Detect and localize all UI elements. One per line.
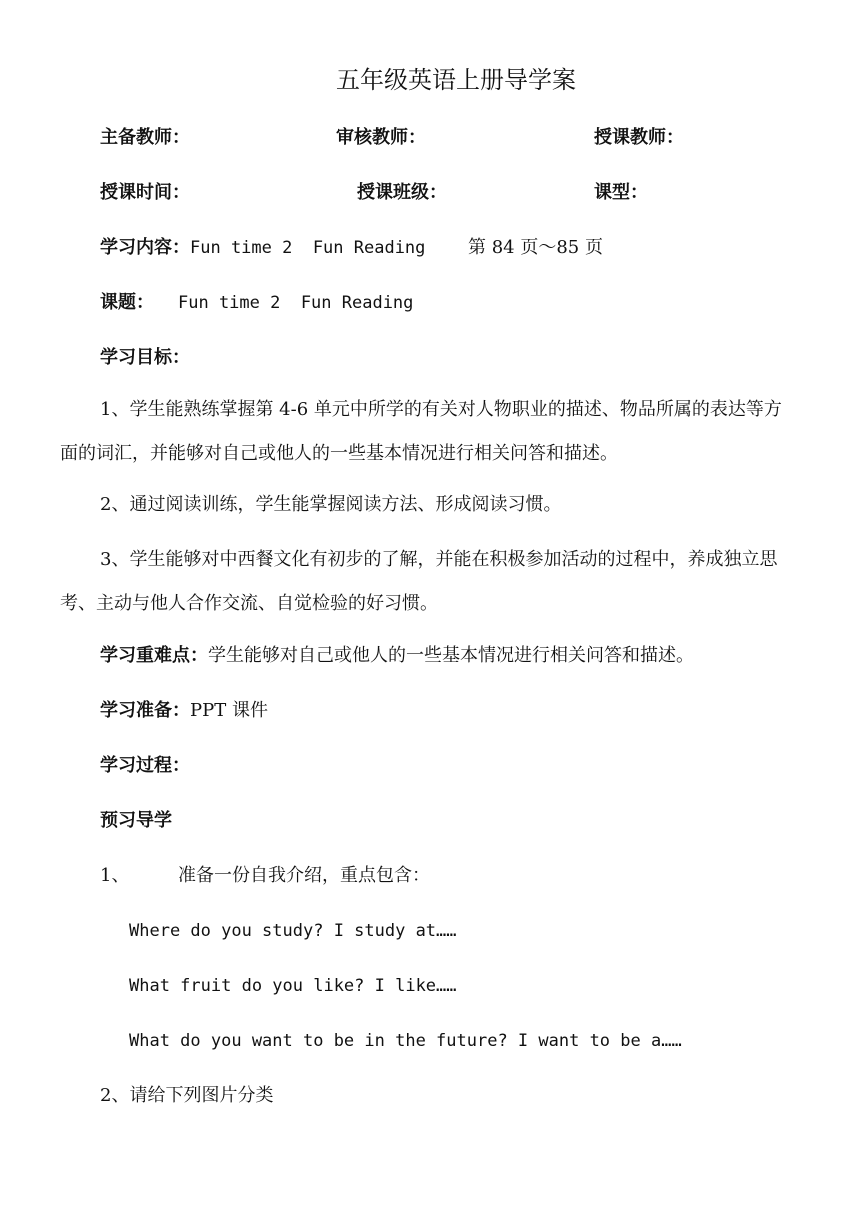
instructor-label: 授课教师： bbox=[594, 127, 684, 148]
key-points-value: 学生能够对自己或他人的一些基本情况进行相关问答和描述。 bbox=[208, 645, 694, 666]
preview-question-1: Where do you study? I study at…… bbox=[129, 921, 457, 941]
content-pages: 第 84 页～85 页 bbox=[468, 237, 603, 258]
preview-item-1-number: 1、 bbox=[100, 865, 130, 886]
preview-item-2: 2、请给下列图片分类 bbox=[100, 1085, 274, 1106]
key-points-line bbox=[100, 643, 694, 669]
prep-line bbox=[100, 698, 268, 724]
topic-label: 课题： bbox=[100, 292, 154, 313]
prep-label: 学习准备： bbox=[100, 700, 190, 721]
topic-value: Fun time 2 Fun Reading bbox=[178, 293, 414, 313]
content-label: 学习内容： bbox=[100, 237, 190, 258]
goal-item-3: 3、学生能够对中西餐文化有初步的了解，并能在积极参加活动的过程中，养成独立思考、主动与他人合作交流、自觉检验的好习惯。 bbox=[60, 549, 778, 614]
process-label: 学习过程： bbox=[100, 755, 190, 776]
time-label: 授课时间： bbox=[100, 182, 190, 203]
document-title: 五年级英语上册导学案 bbox=[336, 66, 576, 94]
goal-item-1: 1、学生能熟练掌握第 4-6 单元中所学的有关对人物职业的描述、物品所属的表达等方面的词汇，并能够对自己或他人的一些基本情况进行相关问答和描述。 bbox=[60, 399, 782, 464]
reviewer-label: 审核教师： bbox=[336, 127, 426, 148]
goals-label: 学习目标： bbox=[100, 347, 190, 368]
key-points-label: 学习重难点： bbox=[100, 645, 208, 666]
preview-label: 预习导学 bbox=[100, 810, 172, 831]
class-label: 授课班级： bbox=[357, 182, 447, 203]
topic-line bbox=[100, 290, 413, 316]
content-value: Fun time 2 Fun Reading bbox=[190, 238, 426, 258]
lesson-type-label: 课型： bbox=[594, 182, 648, 203]
preview-item-1-text: 准备一份自我介绍，重点包含： bbox=[178, 865, 430, 886]
prep-value: PPT 课件 bbox=[190, 700, 268, 721]
content-line bbox=[100, 235, 425, 261]
goal-item-2: 2、通过阅读训练，学生能掌握阅读方法、形成阅读习惯。 bbox=[100, 494, 562, 515]
preview-question-2: What fruit do you like? I like…… bbox=[129, 976, 457, 996]
preview-question-3: What do you want to be in the future? I want to be a…… bbox=[129, 1031, 682, 1051]
lead-teacher-label: 主备教师： bbox=[100, 127, 190, 148]
